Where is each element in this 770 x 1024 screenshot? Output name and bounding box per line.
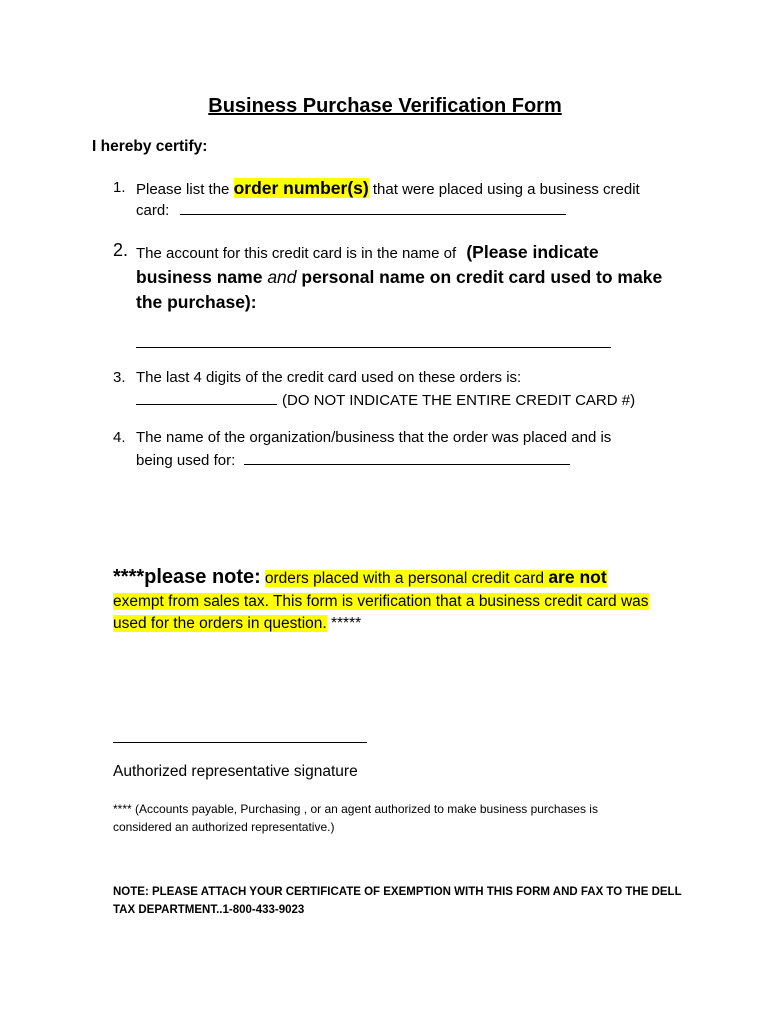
item-2-line-2	[136, 265, 662, 289]
footer-line-1: NOTE: PLEASE ATTACH YOUR CERTIFICATE OF EXEMPTION WITH THIS FORM AND FAX TO THE DELL	[113, 886, 682, 898]
note-lead: ****please note:	[113, 566, 261, 588]
account-name-blank[interactable]	[136, 347, 611, 348]
signature-desc-line-2: considered an authorized representative.)	[113, 820, 335, 834]
signature-line[interactable]	[113, 742, 367, 743]
note-line-3-text: used for the orders in question.	[113, 615, 327, 632]
item-3-number: 3.	[113, 369, 126, 386]
note-line-2	[113, 590, 649, 613]
item-4-number: 4.	[113, 429, 126, 446]
note-line-1	[113, 564, 607, 592]
last-four-digits-blank[interactable]	[136, 390, 277, 405]
item-1-line-1	[136, 177, 640, 201]
note-are-not: are not	[548, 567, 607, 587]
item-2-bold-2: business name	[136, 267, 268, 287]
footer-line-2: TAX DEPARTMENT..1-800-433-9023	[113, 904, 305, 916]
item-2-number: 2.	[113, 240, 129, 260]
item-1-line-2	[136, 200, 566, 222]
item-2-italic: and	[267, 267, 297, 287]
item-1-card-label: card:	[136, 202, 170, 219]
item-1-pre-text: Please list the	[136, 181, 234, 198]
note-line-3	[113, 612, 361, 635]
item-1-number: 1.	[113, 179, 126, 196]
item-2-pre-text: The account for this credit card is in the name of	[136, 245, 461, 262]
form-title: Business Purchase Verification Form	[208, 95, 562, 117]
item-3-line-1: The last 4 digits of the credit card used on these orders is:	[136, 369, 522, 386]
item-4-line-1: The name of the organization/business that the order was placed and is	[136, 429, 612, 446]
item-3-warning: (DO NOT INDICATE THE ENTIRE CREDIT CARD #)	[282, 392, 636, 409]
item-2-line-3	[136, 290, 257, 314]
note-highlight-1	[264, 567, 607, 587]
item-4-line-2	[136, 450, 570, 472]
item-2-bold-1: (Please indicate	[466, 242, 599, 262]
certify-heading: I hereby certify:	[92, 138, 208, 155]
note-line-2-text: exempt from sales tax. This form is verification that a business credit card was	[113, 593, 649, 610]
item-4-label: being used for:	[136, 452, 236, 469]
organization-blank[interactable]	[244, 450, 570, 465]
note-highlight-text: orders placed with a personal credit card	[264, 570, 544, 587]
item-2-bold-4: the purchase):	[136, 292, 257, 312]
item-2-bold-3: personal name on credit card used to make	[296, 267, 663, 287]
item-2-line-1	[136, 240, 599, 266]
item-1-post-text: that were placed using a business credit	[368, 181, 640, 198]
signature-desc-line-1: **** (Accounts payable, Purchasing , or an agent authorized to make business purchases is	[113, 802, 598, 816]
order-numbers-highlight: order number(s)	[233, 178, 369, 198]
order-numbers-blank[interactable]	[180, 200, 566, 215]
signature-label: Authorized representative signature	[113, 763, 358, 780]
note-tail: *****	[326, 615, 362, 632]
item-3-line-2	[136, 390, 635, 412]
